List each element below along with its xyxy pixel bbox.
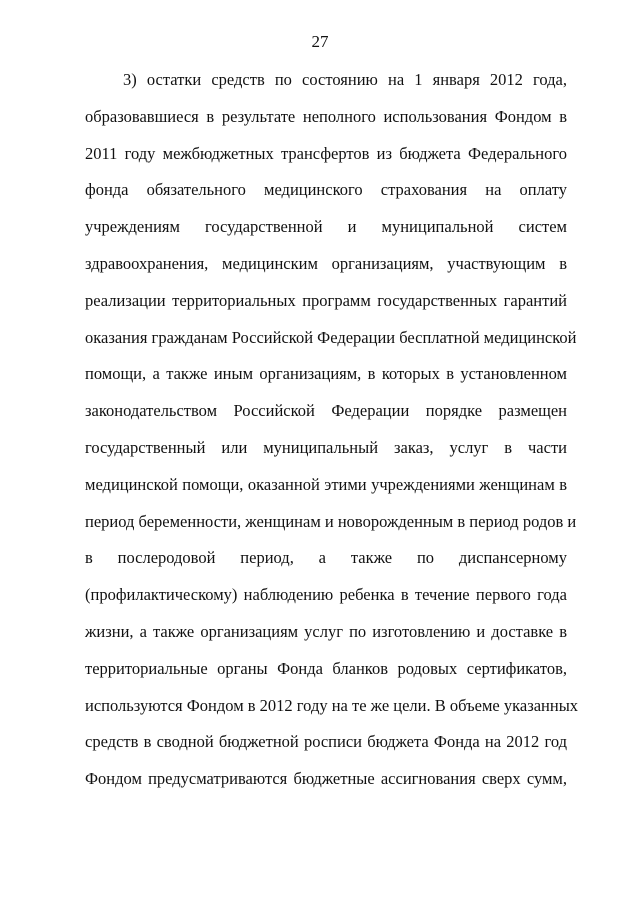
paragraph-line: помощи, а также иным организациям, в которых в установленном [85,364,567,384]
paragraph-line: 3) остатки средств по состоянию на 1 января 2012 года, [123,70,567,89]
paragraph-line: законодательством Российской Федерации порядке размещен [85,401,567,421]
page-number: 27 [311,32,329,51]
paragraph-line: реализации территориальных программ государственных гарантий [85,290,567,310]
paragraph-line: территориальные органы Фонда бланков родовых сертификатов, [85,658,567,678]
paragraph-line: учреждениям государственной и муниципальной систем [85,217,567,237]
paragraph-line: здравоохранения, медицинским организациям, участвующим в [85,253,567,273]
paragraph-line: фонда обязательного медицинского страхования на оплату [85,180,567,200]
paragraph-line: в послеродовой период, а также по диспансерному [85,548,567,568]
paragraph-line: используются Фондом в 2012 году на те же цели. В объеме указанных [85,695,579,715]
paragraph [85,62,579,798]
paragraph-line: Фондом предусматриваются бюджетные ассигнования сверх сумм, [85,769,567,789]
paragraph-line: средств в сводной бюджетной росписи бюджета Фонда на 2012 год [85,732,567,752]
paragraph-line: оказания гражданам Российской Федерации бесплатной медицинской [85,327,577,347]
paragraph-line: государственный или муниципальный заказ, услуг в части [85,437,567,457]
paragraph-line: период беременности, женщинам и новорожденным в период родов и [85,511,577,531]
paragraph-line: (профилактическому) наблюдению ребенка в течение первого года [85,585,567,605]
paragraph-line: медицинской помощи, оказанной этими учреждениями женщинам в [85,474,567,494]
paragraph-line: жизни, а также организациям услуг по изготовлению и доставке в [85,621,567,641]
paragraph-line: образовавшиеся в результате неполного использования Фондом в [85,106,567,126]
paragraph-line: 2011 году межбюджетных трансфертов из бюджета Федерального [85,143,567,163]
